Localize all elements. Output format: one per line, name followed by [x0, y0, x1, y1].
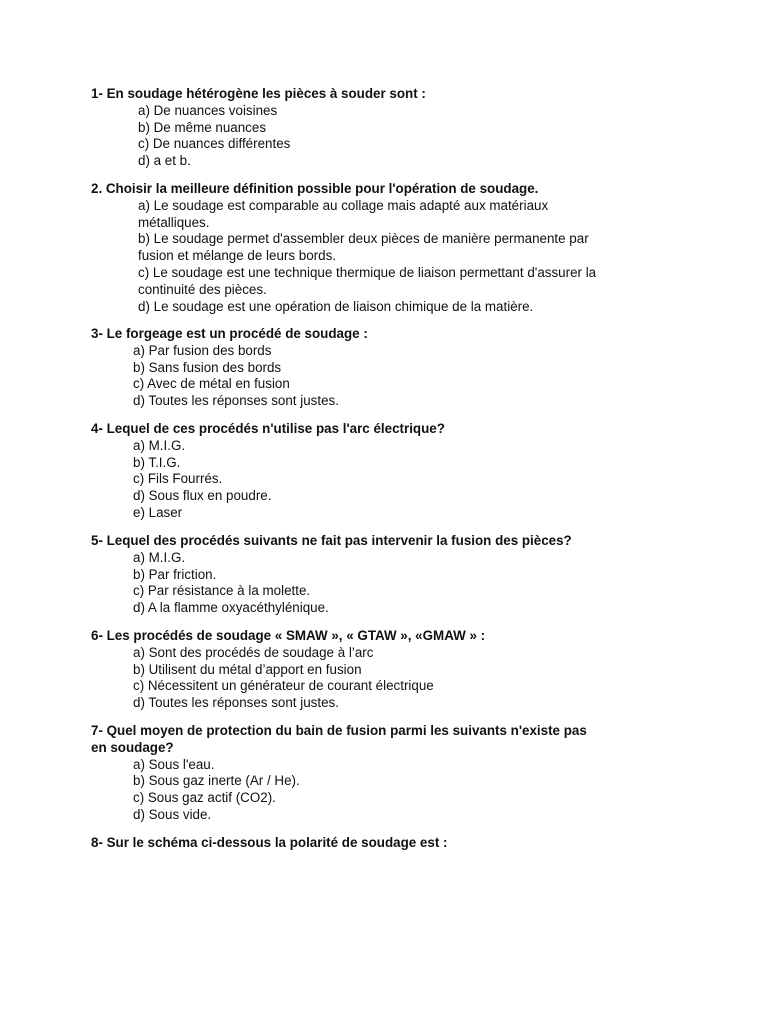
answer-option: d) Sous vide. [133, 806, 212, 822]
question-title: 7- Quel moyen de protection du bain de fusion parmi les suivants n'existe pas [91, 723, 587, 738]
answer-option: c) Le soudage est une technique thermique de liaison permettant d'assurer la [138, 264, 597, 280]
answer-option: a) Sous l'eau. [133, 756, 215, 772]
answer-list [91, 757, 691, 824]
answer-option: b) Utilisent du métal d’apport en fusion [133, 661, 362, 677]
answer-option: e) Laser [133, 504, 183, 520]
answer-option: c) Fils Fourrés. [133, 471, 223, 487]
question-title: 3- Le forgeage est un procédé de soudage : [91, 326, 368, 341]
answer-option: b) Sans fusion des bords [133, 359, 282, 375]
answer-option: a) Le soudage est comparable au collage mais adapté aux matériaux [138, 197, 549, 213]
answer-option: b) Sous gaz inerte (Ar / He). [133, 773, 300, 789]
answer-list [91, 550, 691, 617]
answer-option: b) Par friction. [133, 566, 217, 582]
answer-option-continuation: fusion et mélange de leurs bords. [138, 248, 337, 264]
answer-option: a) Sont des procédés de soudage à l’arc [133, 644, 374, 660]
answer-option-continuation: métalliques. [138, 214, 210, 230]
answer-option: a) Par fusion des bords [133, 342, 272, 358]
question-title: 6- Les procédés de soudage « SMAW », « GTAW », «GMAW » : [91, 628, 486, 643]
question-title: 5- Lequel des procédés suivants ne fait pas intervenir la fusion des pièces? [91, 533, 572, 548]
answer-option: b) De même nuances [138, 119, 267, 135]
question-2 [91, 181, 691, 315]
question-title-continuation: en soudage? [91, 739, 174, 755]
answer-option: b) T.I.G. [133, 454, 181, 470]
question-3 [91, 326, 691, 410]
answer-option: d) Le soudage est une opération de liaison chimique de la matière. [138, 298, 534, 314]
answer-list [91, 645, 691, 712]
question-title: 4- Lequel de ces procédés n'utilise pas l'arc électrique? [91, 421, 445, 436]
answer-list [91, 198, 691, 316]
answer-option: d) A la flamme oxyacéthylénique. [133, 600, 329, 616]
question-title: 8- Sur le schéma ci-dessous la polarité de soudage est : [91, 835, 448, 850]
answer-option: a) De nuances voisines [138, 102, 278, 118]
answer-option-continuation: continuité des pièces. [138, 281, 267, 297]
question-title: 2. Choisir la meilleure définition possible pour l'opération de soudage. [91, 181, 539, 196]
question-1 [91, 86, 691, 170]
answer-option: d) Toutes les réponses sont justes. [133, 695, 339, 711]
answer-option: d) a et b. [138, 153, 191, 169]
question-4 [91, 421, 691, 522]
answer-option: c) Avec de métal en fusion [133, 376, 290, 392]
answer-list [91, 438, 691, 522]
answer-list [91, 103, 691, 170]
question-title: 1- En soudage hétérogène les pièces à souder sont : [91, 86, 426, 101]
answer-option: c) De nuances différentes [138, 136, 291, 152]
question-5 [91, 533, 691, 617]
answer-option: d) Sous flux en poudre. [133, 488, 272, 504]
question-8 [91, 835, 691, 852]
answer-option: b) Le soudage permet d'assembler deux pièces de manière permanente par [138, 231, 589, 247]
answer-option: c) Sous gaz actif (CO2). [133, 790, 276, 806]
answer-list [91, 343, 691, 410]
answer-option: a) M.I.G. [133, 437, 186, 453]
question-6 [91, 628, 691, 712]
answer-option: c) Nécessitent un générateur de courant électrique [133, 678, 434, 694]
question-7 [91, 723, 691, 824]
answer-option: c) Par résistance à la molette. [133, 583, 311, 599]
answer-option: a) M.I.G. [133, 549, 186, 565]
answer-option: d) Toutes les réponses sont justes. [133, 393, 339, 409]
